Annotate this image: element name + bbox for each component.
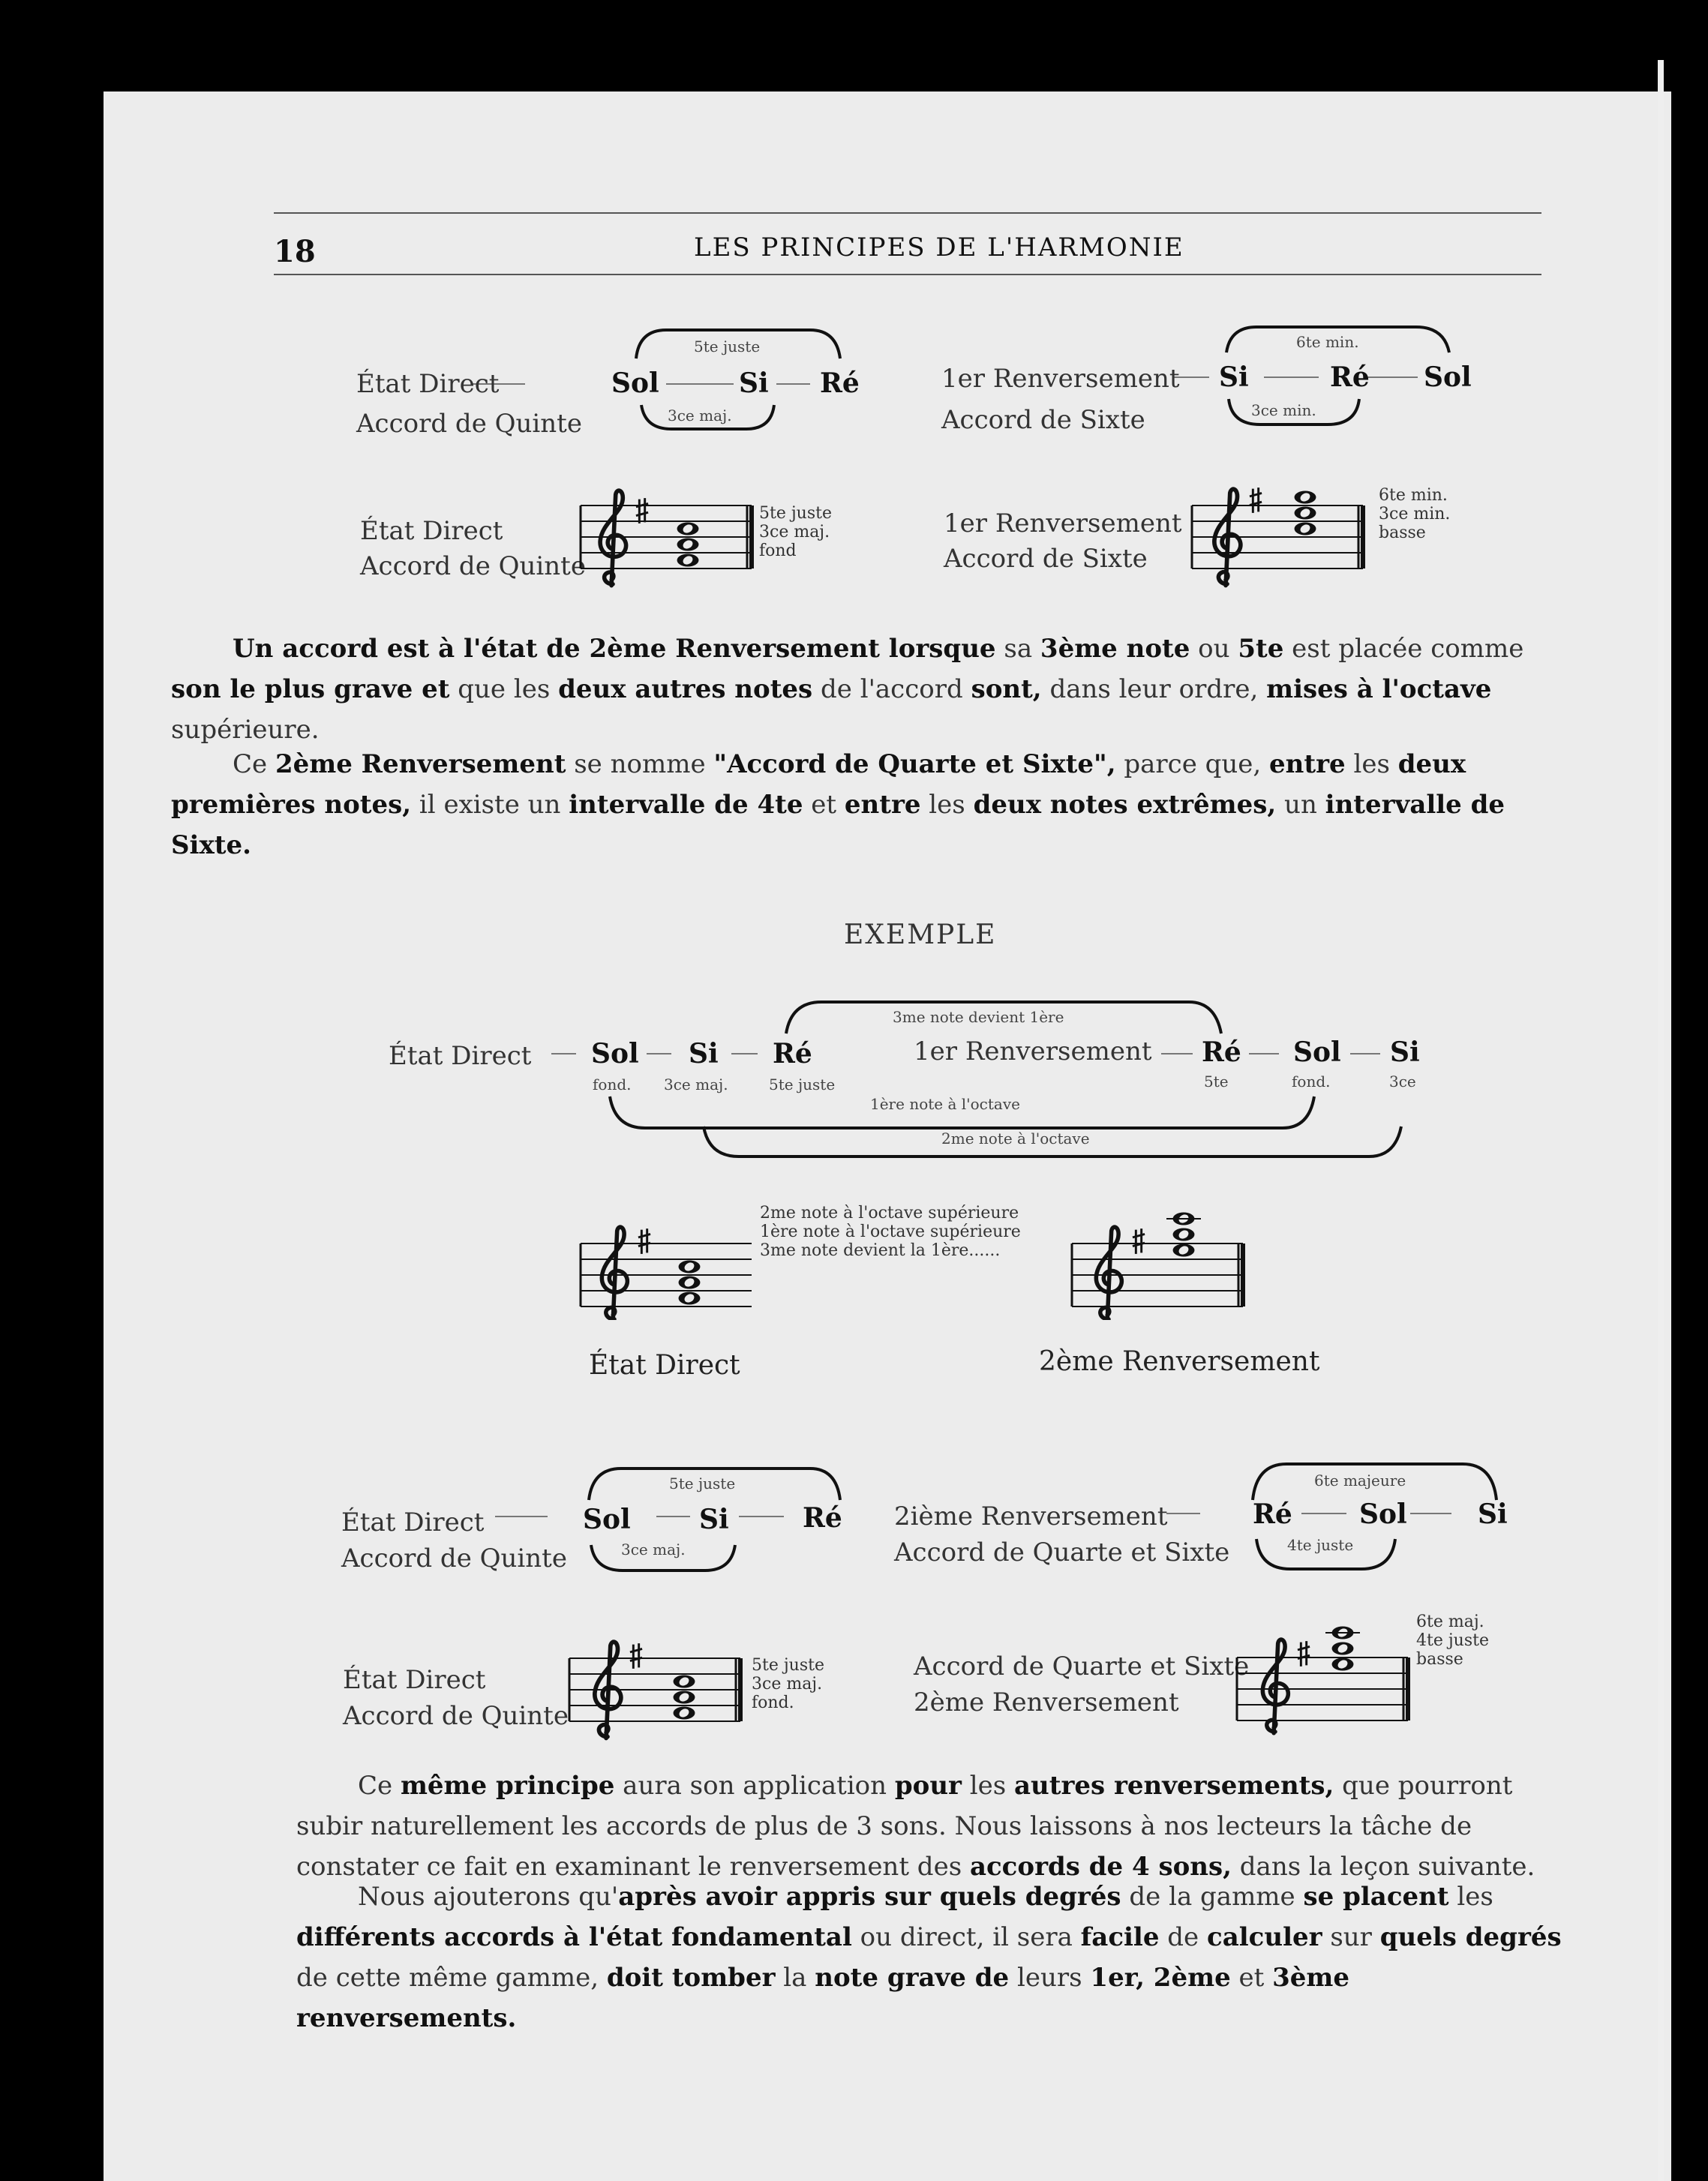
note-sol: Sol [1293, 1036, 1341, 1068]
note-sol: Sol [611, 368, 659, 399]
arc-label: 1ère note à l'octave [870, 1095, 1020, 1113]
note-si: Si [739, 368, 769, 399]
caption-2eme-renversement: 2ème Renversement [1039, 1346, 1320, 1377]
staff-1er-renversement [1189, 480, 1369, 592]
interval-bottom: 3ce min. [1251, 401, 1316, 419]
staff-exemple-2eme-renversement [1069, 1200, 1249, 1320]
paragraph-3: Ce même principe aura son application pour les autres renversements, que pourront subir naturellement les accords de plus de 3 sons. Nous laissons à nos lecteurs la tâche de constater ce fait en examinant le renversement des accords de 4 sons, dans la leçon suivante. [296, 1771, 1535, 1882]
label-2eme-renversement: 2ème Renversement [914, 1688, 1179, 1718]
note-re: Ré [1202, 1036, 1241, 1068]
note-re: Ré [803, 1502, 842, 1534]
label-accord-de-quinte: Accord de Quinte [343, 1701, 569, 1731]
arc-label: 3me note devient 1ère [893, 1008, 1064, 1026]
staff-intervals: 6te min. 3ce min. basse [1379, 486, 1451, 542]
note-sol: Sol [591, 1038, 639, 1070]
note-sol: Sol [1359, 1498, 1407, 1530]
paragraph-2: Ce 2ème Renversement se nomme "Accord de Quarte et Sixte", parce que, entre les deux premières notes, il existe un intervalle de 4te et entre les deux notes extrêmes, un intervalle de Sixte. [171, 749, 1505, 860]
sub-5te: 5te [1204, 1072, 1229, 1090]
note-si: Si [699, 1504, 729, 1535]
paragraph-4: Nous ajouterons qu'après avoir appris sur quels degrés de la gamme se placent les différents accords à l'état fondamental ou direct, il sera facile de calculer sur quels degrés de cette même gamme, doit tomber la note grave de leurs 1er, 2ème et 3ème renversements. [296, 1882, 1562, 2033]
label-accord-de-sixte: Accord de Sixte [941, 405, 1145, 435]
interval-top: 5te juste [669, 1474, 736, 1492]
staff-2eme-renversement [1234, 1612, 1414, 1740]
page-title: LES PRINCIPES DE L'HARMONIE [694, 232, 1184, 262]
staff-intervals: 5te juste 3ce maj. fond [759, 504, 832, 560]
interval-bottom: 3ce maj. [668, 406, 732, 424]
staff-etat-direct [566, 1631, 746, 1748]
note-si: Si [1478, 1498, 1508, 1530]
note-re: Ré [1330, 362, 1370, 393]
note-re: Ré [1253, 1498, 1292, 1530]
staff-etat-direct [578, 488, 758, 592]
label-1er-renversement: 1er Renversement [941, 364, 1180, 394]
paragraph-1: Un accord est à l'état de 2ème Renversement lorsque sa 3ème note ou 5te est placée comme son le plus grave et que les deux autres notes de l'accord sont, dans leur ordre, mises à l'octave supérieure. [171, 634, 1524, 745]
note-si: Si [689, 1038, 719, 1070]
note-re: Ré [773, 1038, 812, 1070]
note-sol: Sol [583, 1504, 631, 1535]
caption-etat-direct: État Direct [589, 1350, 740, 1381]
label-etat-direct: État Direct [356, 369, 500, 399]
label-accord-quarte-sixte: Accord de Quarte et Sixte [894, 1538, 1230, 1568]
note-re: Ré [820, 368, 860, 399]
label-1er-renversement: 1er Renversement [914, 1036, 1152, 1066]
arc-label: 2me note à l'octave [941, 1130, 1090, 1148]
label-etat-direct: État Direct [343, 1665, 486, 1695]
note-si: Si [1390, 1036, 1420, 1068]
label-accord-de-quinte: Accord de Quinte [341, 1544, 567, 1574]
interval-top: 6te majeure [1314, 1472, 1406, 1490]
interval-bottom: 3ce maj. [621, 1540, 686, 1558]
exemple-title: EXEMPLE [844, 920, 997, 950]
label-accord-quarte-sixte: Accord de Quarte et Sixte [914, 1652, 1250, 1682]
staff-exemple-etat-direct [578, 1208, 758, 1320]
staff-intervals: 5te juste 3ce maj. fond. [752, 1656, 824, 1712]
interval-top: 6te min. [1296, 333, 1359, 351]
sub-fond: fond. [1292, 1072, 1331, 1090]
sub-5te-juste: 5te juste [769, 1076, 836, 1094]
label-1er-renversement: 1er Renversement [944, 508, 1182, 538]
staff-intervals: 6te maj. 4te juste basse [1416, 1612, 1489, 1669]
note-si: Si [1219, 362, 1249, 393]
label-accord-de-quinte: Accord de Quinte [360, 551, 586, 581]
label-accord-de-quinte: Accord de Quinte [356, 409, 582, 439]
label-etat-direct: État Direct [360, 516, 503, 546]
staff-explanation: 2me note à l'octave supérieure 1ère note à l'octave supérieure 3me note devient la 1ère...... [760, 1204, 1021, 1260]
sub-3ce-maj: 3ce maj. [664, 1076, 728, 1094]
interval-bottom: 4te juste [1287, 1536, 1354, 1554]
label-accord-de-sixte: Accord de Sixte [944, 544, 1148, 574]
interval-top: 5te juste [694, 338, 761, 356]
label-etat-direct: État Direct [389, 1041, 532, 1071]
sub-3ce: 3ce [1389, 1072, 1416, 1090]
label-etat-direct: État Direct [341, 1508, 485, 1538]
note-sol: Sol [1424, 362, 1472, 393]
label-2ieme-renversement: 2ième Renversement [894, 1502, 1168, 1532]
page-number: 18 [274, 234, 316, 269]
sub-fond: fond. [593, 1076, 632, 1094]
